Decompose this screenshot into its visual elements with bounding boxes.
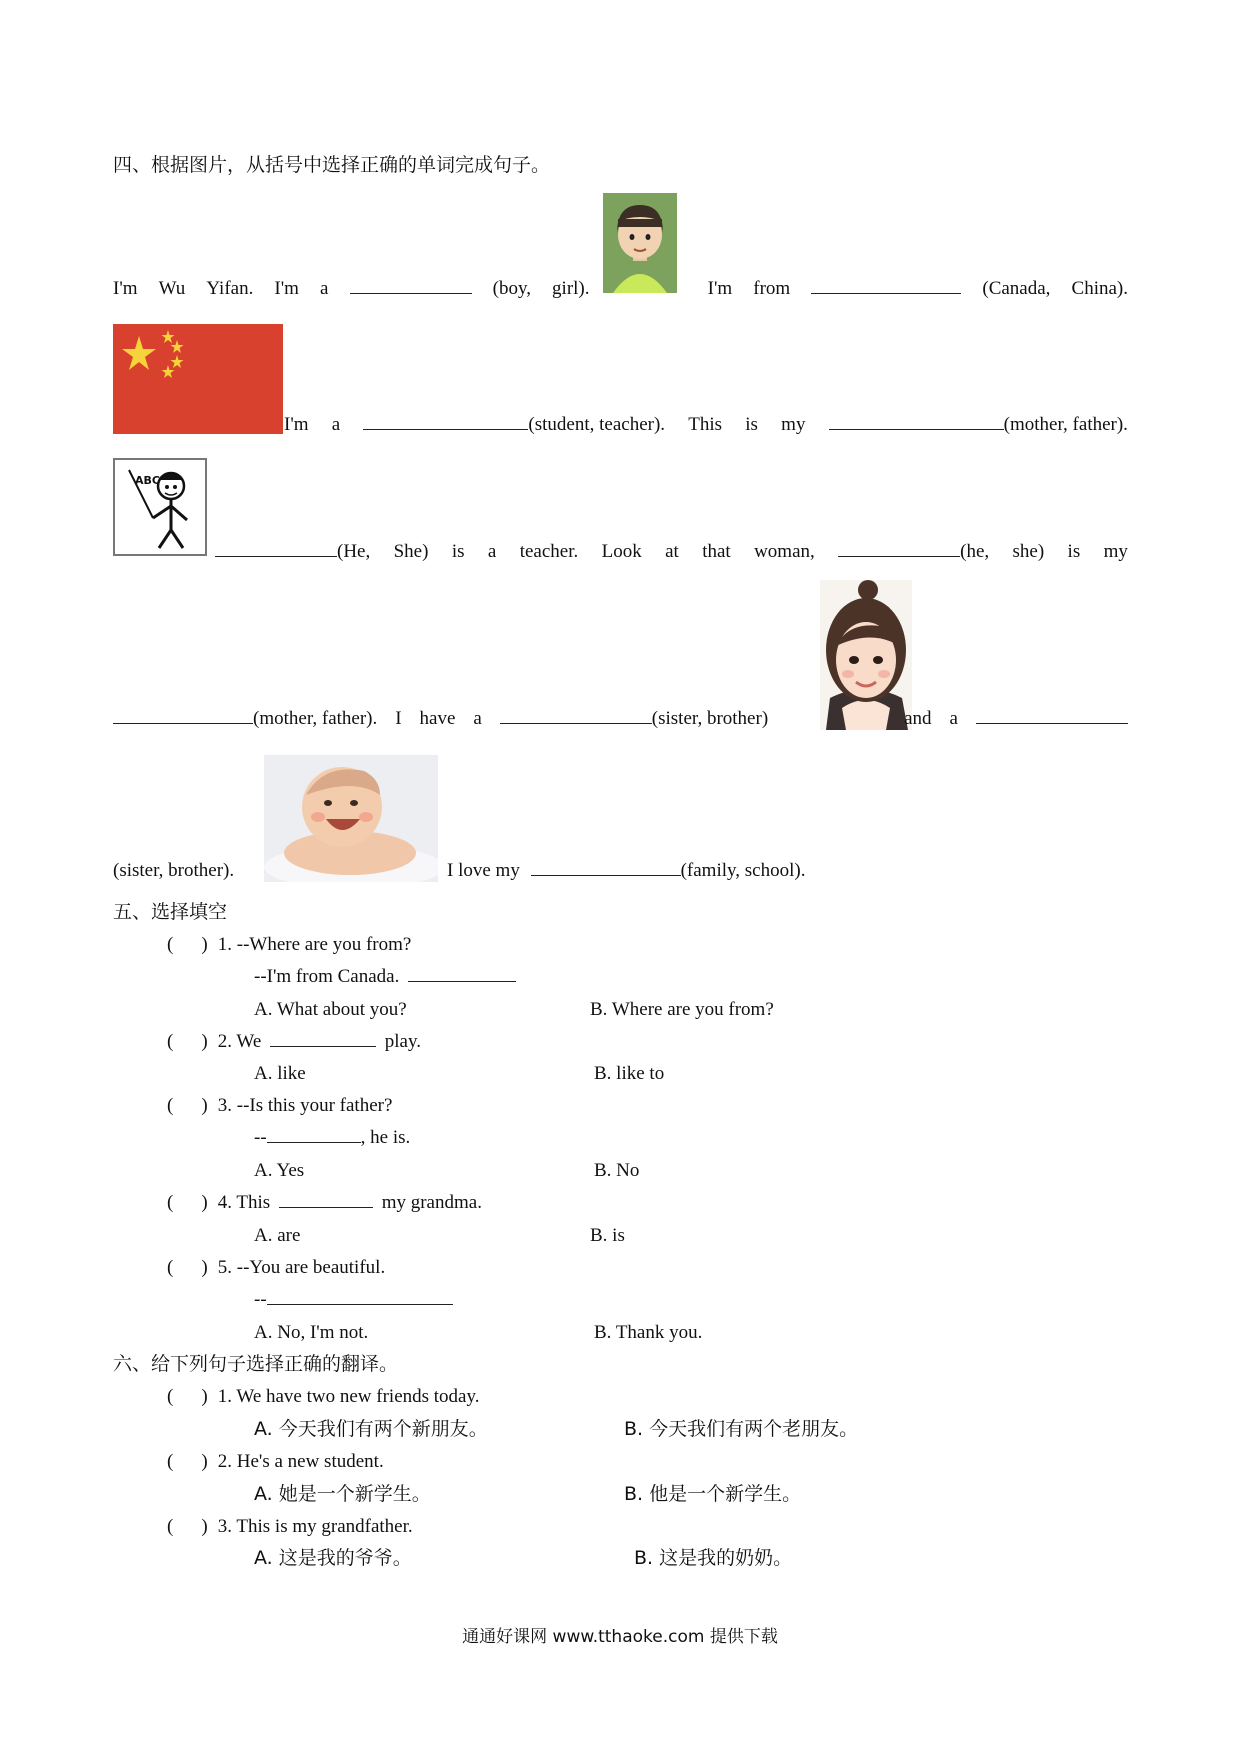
answer-paren[interactable]: ( ) (167, 1451, 208, 1472)
word: a (949, 708, 958, 729)
answer-paren[interactable]: ( ) (167, 934, 208, 955)
translation-question-3 (167, 1517, 413, 1536)
answer-paren[interactable]: ( ) (167, 1257, 208, 1278)
word: my (781, 414, 806, 435)
question-text: --I'm from Canada. (254, 966, 400, 987)
option-a: A. 她是一个新学生。 (254, 1483, 431, 1505)
option-a: A. No, I'm not. (254, 1322, 369, 1343)
question-text: 3. This is my grandfather. (217, 1516, 413, 1537)
section-5-heading: 五、选择填空 (113, 901, 228, 923)
option-word: girl). (552, 278, 590, 299)
question-5-response (254, 1290, 453, 1309)
answer-blank[interactable] (267, 1141, 361, 1143)
option-a: A. Yes (254, 1160, 305, 1181)
question-text: 2. He's a new student. (217, 1451, 384, 1472)
options: (sister, brother). (113, 860, 235, 881)
option-b: B. like to (594, 1063, 665, 1084)
sentence-line-4 (113, 708, 1128, 730)
answer-blank[interactable] (279, 1206, 373, 1208)
word: I (395, 708, 402, 729)
question-text: 1. --Where are you from? (217, 934, 412, 955)
answer-blank[interactable] (113, 722, 253, 724)
question-text: my grandma. (381, 1192, 482, 1213)
options: (mother, father). (1003, 414, 1128, 435)
option-word: (Canada, (982, 278, 1051, 299)
option-b: B. 今天我们有两个老朋友。 (624, 1418, 859, 1440)
word: Look (601, 541, 642, 562)
options: (sister, brother) (651, 708, 769, 729)
section-6-heading: 六、给下列句子选择正确的翻译。 (113, 1353, 399, 1375)
word: have (419, 708, 456, 729)
baby-photo (264, 755, 438, 882)
option-a: A. like (254, 1063, 306, 1084)
question-text: 4. This (217, 1192, 271, 1213)
china-flag-picture (113, 324, 283, 434)
word: a (473, 708, 482, 729)
option-a: A. 这是我的爷爷。 (254, 1547, 412, 1569)
word: a (331, 414, 341, 435)
question-text: 5. --You are beautiful. (217, 1257, 386, 1278)
option-b: B. 这是我的奶奶。 (634, 1547, 793, 1569)
options: (student, teacher). (528, 414, 666, 435)
answer-blank[interactable] (531, 874, 681, 876)
option-b: B. No (594, 1160, 640, 1181)
answer-blank[interactable] (976, 722, 1128, 724)
sentence-line-5b (447, 861, 805, 880)
word: is (1067, 541, 1081, 562)
sentence-text: I love my (447, 860, 520, 881)
word: from (753, 278, 791, 299)
option-word: she) (1012, 541, 1045, 562)
section-4-heading: 四、根据图片，从括号中选择正确的单词完成句子。 (113, 154, 551, 176)
footer-text: 通通好课网 www.tthaoke.com 提供下载 (462, 1627, 778, 1647)
option-b: B. Where are you from? (590, 999, 774, 1020)
answer-blank[interactable] (500, 722, 652, 724)
word: I'm (707, 278, 733, 299)
word: teacher. (519, 541, 579, 562)
option-word: She) (393, 541, 429, 562)
option-word: (boy, (492, 278, 531, 299)
translation-question-2 (167, 1452, 384, 1471)
answer-blank[interactable] (811, 292, 961, 294)
options: (family, school). (680, 860, 806, 881)
answer-paren[interactable]: ( ) (167, 1386, 208, 1407)
question-text: , he is. (360, 1127, 411, 1148)
word: my (1103, 541, 1128, 562)
question-text: 1. We have two new friends today. (217, 1386, 480, 1407)
word: I'm (284, 414, 309, 435)
option-word: China). (1071, 278, 1128, 299)
word: at (665, 541, 679, 562)
sentence-line-5 (113, 861, 234, 880)
word: I'm (274, 278, 299, 299)
question-5 (167, 1258, 385, 1277)
answer-paren[interactable]: ( ) (167, 1516, 208, 1537)
word: is (745, 414, 758, 435)
question-3-response (254, 1128, 410, 1147)
option-a: A. are (254, 1225, 301, 1246)
question-text: 3. --Is this your father? (217, 1095, 393, 1116)
teacher-cartoon-picture (113, 458, 207, 556)
option-a: A. 今天我们有两个新朋友。 (254, 1418, 488, 1440)
sentence-line-2 (284, 414, 1128, 436)
word: woman, (754, 541, 815, 562)
option-b: B. Thank you. (594, 1322, 703, 1343)
word: Yifan. (206, 278, 254, 299)
question-text: -- (254, 1289, 267, 1310)
question-4 (167, 1193, 482, 1212)
options: (mother, father). (253, 708, 378, 729)
option-word: (He, (337, 541, 371, 562)
option-b: B. is (590, 1225, 625, 1246)
word: that (702, 541, 731, 562)
answer-blank[interactable] (408, 980, 516, 982)
answer-blank[interactable] (363, 428, 528, 430)
word: Wu (158, 278, 186, 299)
answer-paren[interactable]: ( ) (167, 1031, 208, 1052)
option-word: (he, (960, 541, 990, 562)
answer-blank[interactable] (838, 555, 960, 557)
word: is (451, 541, 465, 562)
answer-blank[interactable] (270, 1045, 376, 1047)
word: a (487, 541, 497, 562)
word: and (904, 708, 932, 729)
question-text: 2. We (217, 1031, 262, 1052)
option-b: B. 他是一个新学生。 (624, 1483, 802, 1505)
question-text: play. (384, 1031, 421, 1052)
question-2 (167, 1032, 421, 1051)
answer-blank[interactable] (829, 428, 1004, 430)
question-1 (167, 935, 411, 954)
answer-blank[interactable] (215, 555, 337, 557)
answer-paren[interactable]: ( ) (167, 1095, 208, 1116)
word: a (320, 278, 329, 299)
question-3 (167, 1096, 392, 1115)
question-text: -- (254, 1127, 267, 1148)
sentence-line-3 (215, 541, 1128, 563)
translation-question-1 (167, 1387, 480, 1406)
sentence-line-1 (113, 278, 1128, 300)
word: This (688, 414, 723, 435)
answer-paren[interactable]: ( ) (167, 1192, 208, 1213)
answer-blank[interactable] (267, 1303, 453, 1305)
option-a: A. What about you? (254, 999, 407, 1020)
answer-blank[interactable] (350, 292, 472, 294)
svg-text:ABC: ABC (135, 474, 160, 487)
question-1-response (254, 967, 516, 986)
word: I'm (113, 278, 138, 299)
